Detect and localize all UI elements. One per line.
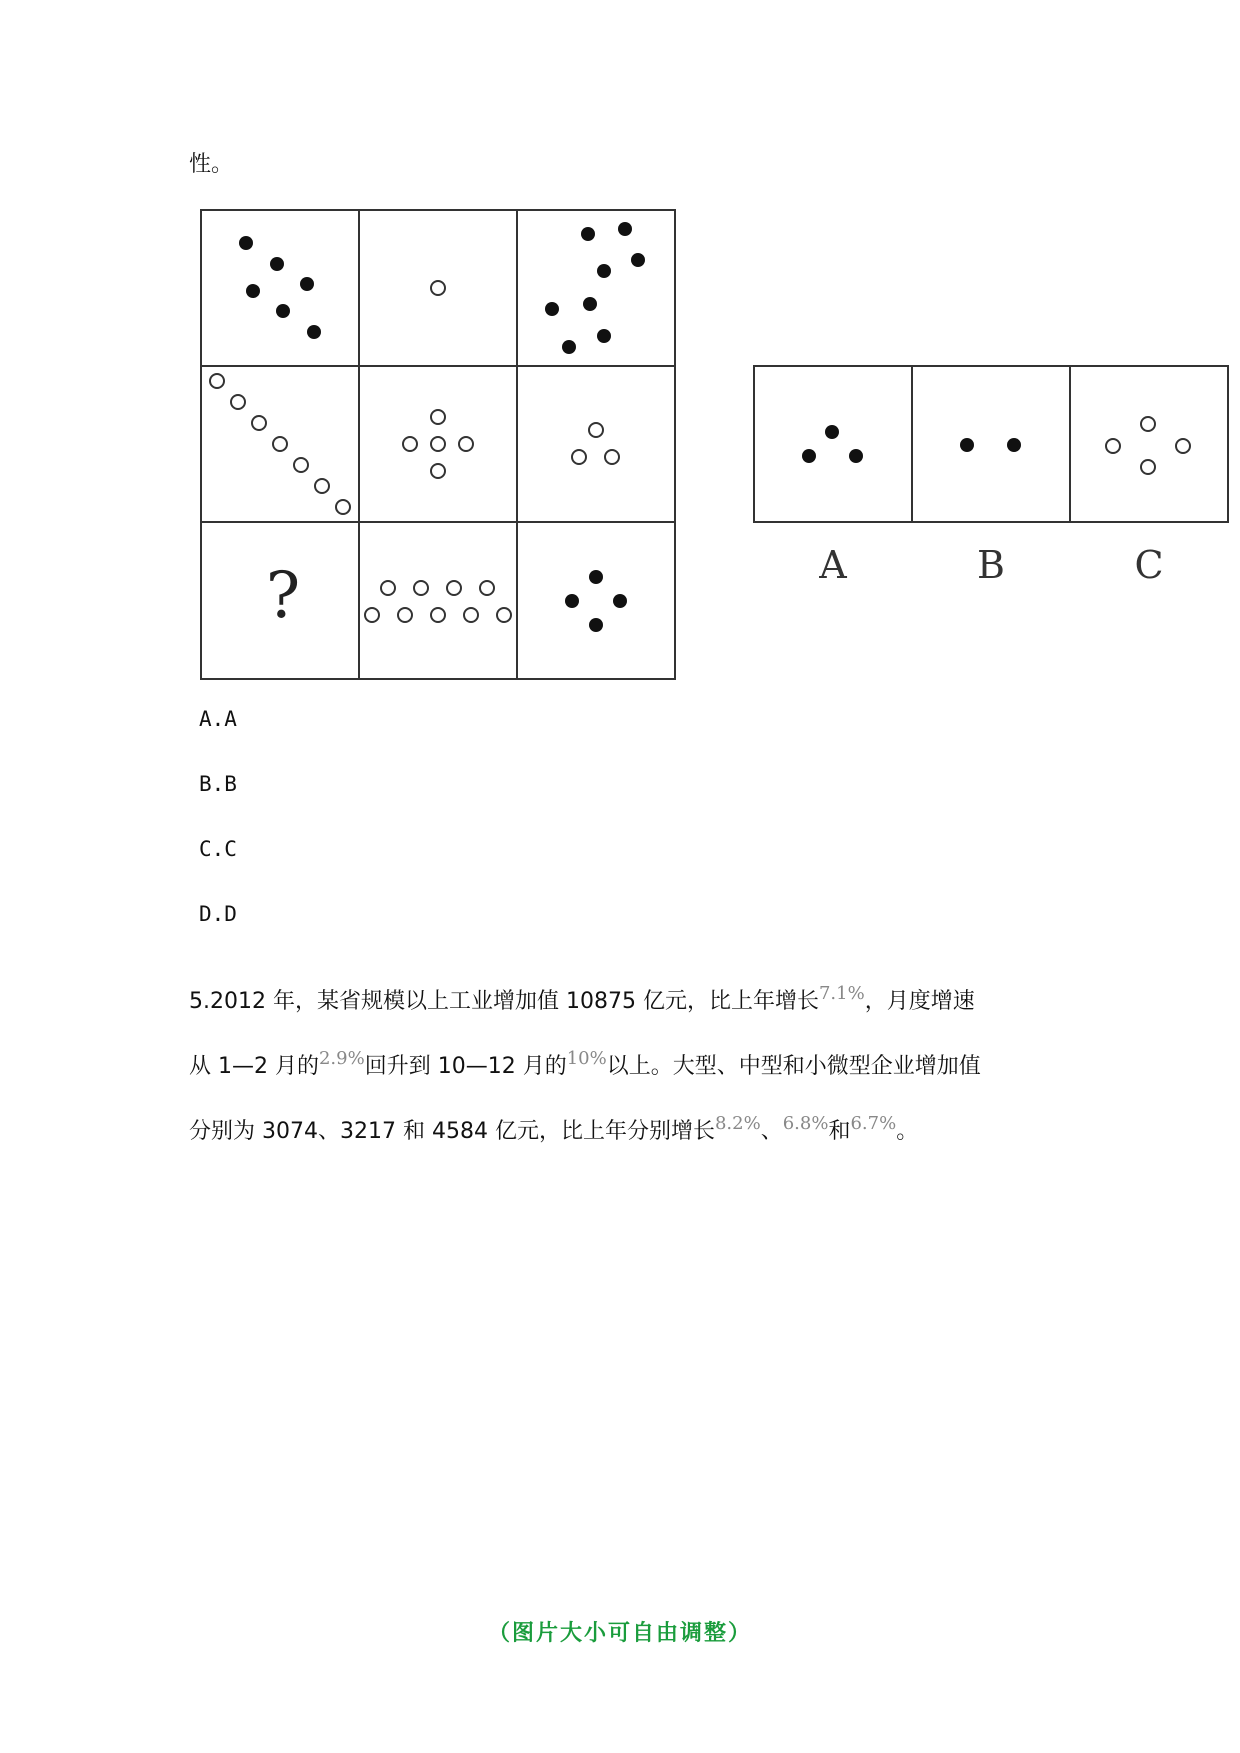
cell-r1c3-black-dots — [545, 222, 645, 354]
value-7-1-percent: 7.1% — [818, 983, 865, 1004]
cell-r1c2-white-dot — [431, 281, 445, 295]
option-d: D.D — [199, 902, 237, 926]
cell-r1c1-black-dots — [239, 236, 321, 339]
choice-b-dots — [960, 438, 1021, 452]
answer-label-c: C — [1134, 543, 1164, 587]
choice-c-dots — [1106, 417, 1190, 474]
cell-r3c3-black-dots — [565, 570, 627, 632]
question-mark: ? — [265, 559, 301, 633]
question5-line3: 分别为 3074、3217 和 4584 亿元，比上年分别增长$^{8.2\%}$、$^{6.8\%}$和$^{6.7\%}$。 — [189, 1113, 919, 1144]
question5-line1: 5.2012 年，某省规模以上工业增加值 10875 亿元，比上年增长$^{7.1\%}$，月度增速 — [189, 983, 975, 1014]
question5-line2: 从 1—2 月的$^{2.9\%}$回升到 10—12 月的$^{10\%}$以上。大型、中型和小微型企业增加值 — [189, 1048, 981, 1079]
answer-label-b: B — [977, 543, 1005, 587]
cell-r2c2-white-dots — [403, 410, 473, 478]
cell-r2c3-white-dots — [572, 423, 619, 464]
value-6-8-percent: 6.8% — [782, 1113, 829, 1134]
answer-boxes — [754, 366, 1228, 522]
cell-r3c2-white-dots — [365, 581, 511, 622]
choice-a-dots — [802, 425, 863, 463]
intro-text: 性。 — [189, 152, 234, 177]
cell-r2c1-white-dots — [210, 374, 350, 514]
value-10-percent: 10% — [566, 1048, 607, 1069]
option-a: A.A — [199, 707, 237, 731]
option-b: B.B — [199, 772, 237, 796]
footer-note: （图片大小可自由调整） — [487, 1621, 752, 1646]
value-2-9-percent: 2.9% — [318, 1048, 365, 1069]
value-6-7-percent: 6.7% — [850, 1113, 897, 1134]
value-8-2-percent: 8.2% — [714, 1113, 761, 1134]
answer-label-a: A — [819, 543, 847, 587]
option-c: C.C — [199, 837, 237, 861]
